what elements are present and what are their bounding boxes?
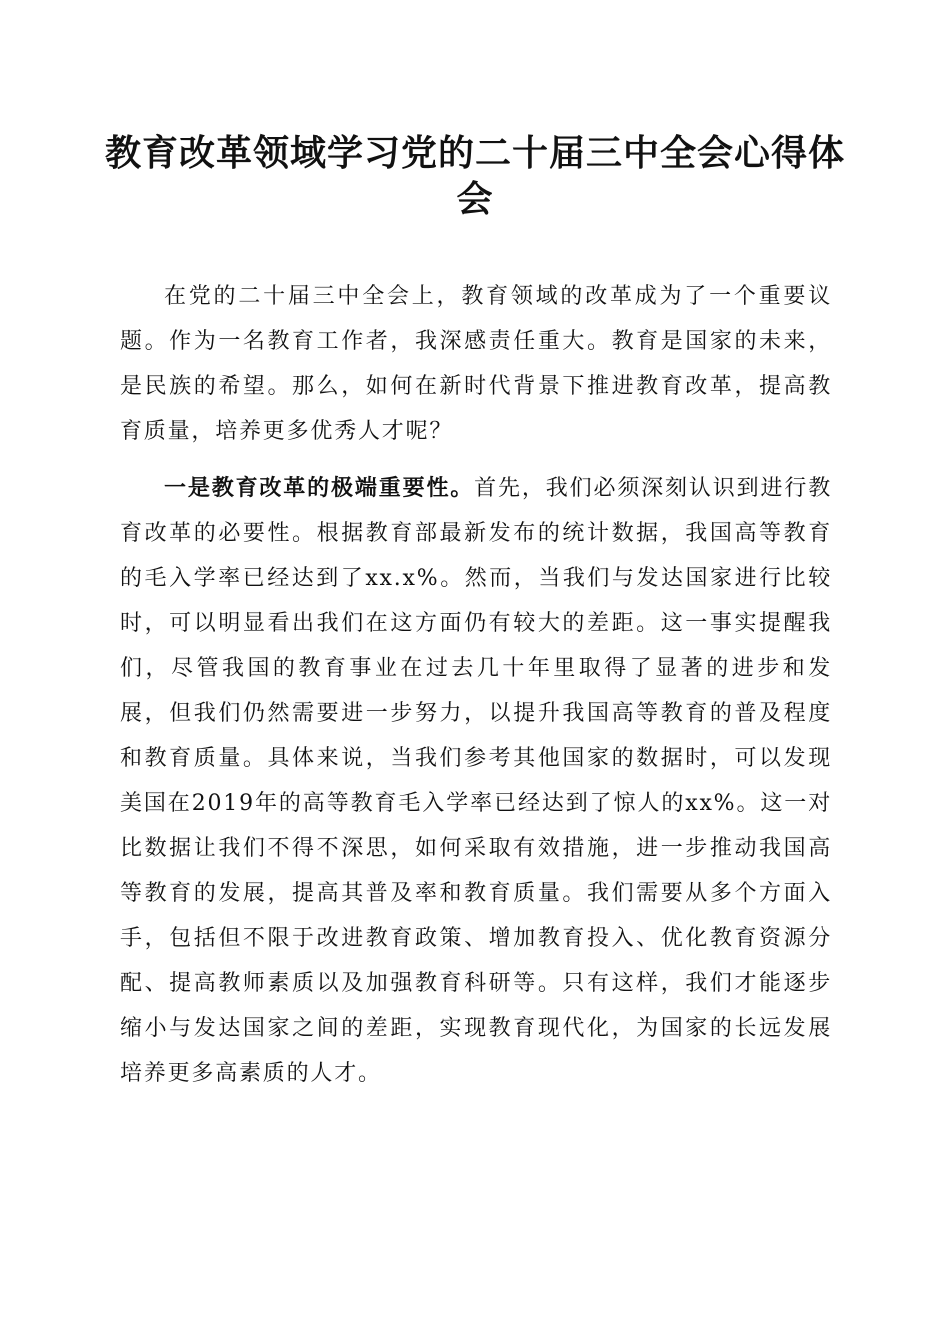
document-title: 教育改革领域学习党的二十届三中全会心得体会	[104, 132, 845, 220]
paragraph-point-one-heading: 一是教育改革的极端重要性。	[164, 475, 475, 501]
paragraph-intro	[120, 274, 832, 454]
paragraph-point-one-text: 首先，我们必须深刻认识到进行教育改革的必要性。根据教育部最新发布的统计数据，我国高等教育的毛入学率已经达到了xx.x%。然而，当我们与发达国家进行比较时，可以明显看出我们在这方面仍有较大的差距。这一事实提醒我们，尽管我国的教育事业在过去几十年里取得了显著的进步和发展，但我们仍然需要进一步努力，以提升我国高等教育的普及程度和教育质量。具体来说，当我们参考其他国家的数据时，可以发现美国在2019年的高等教育毛入学率已经达到了惊人的xx%。这一对比数据让我们不得不深思，如何采取有效措施，进一步推动我国高等教育的发展，提高其普及率和教育质量。我们需要从多个方面入手，包括但不限于改进教育政策、增加教育投入、优化教育资源分配、提高教师素质以及加强教育科研等。只有这样，我们才能逐步缩小与发达国家之间的差距，实现教育现代化，为国家的长远发展培养更多高素质的人才。	[120, 476, 832, 1086]
paragraph-intro-text: 在党的二十届三中全会上，教育领域的改革成为了一个重要议题。作为一名教育工作者，我深感责任重大。教育是国家的未来，是民族的希望。那么，如何在新时代背景下推进教育改革，提高教育质量，培养更多优秀人才呢？	[120, 284, 832, 444]
document-body	[120, 274, 832, 1108]
paragraph-point-one	[120, 466, 832, 1096]
